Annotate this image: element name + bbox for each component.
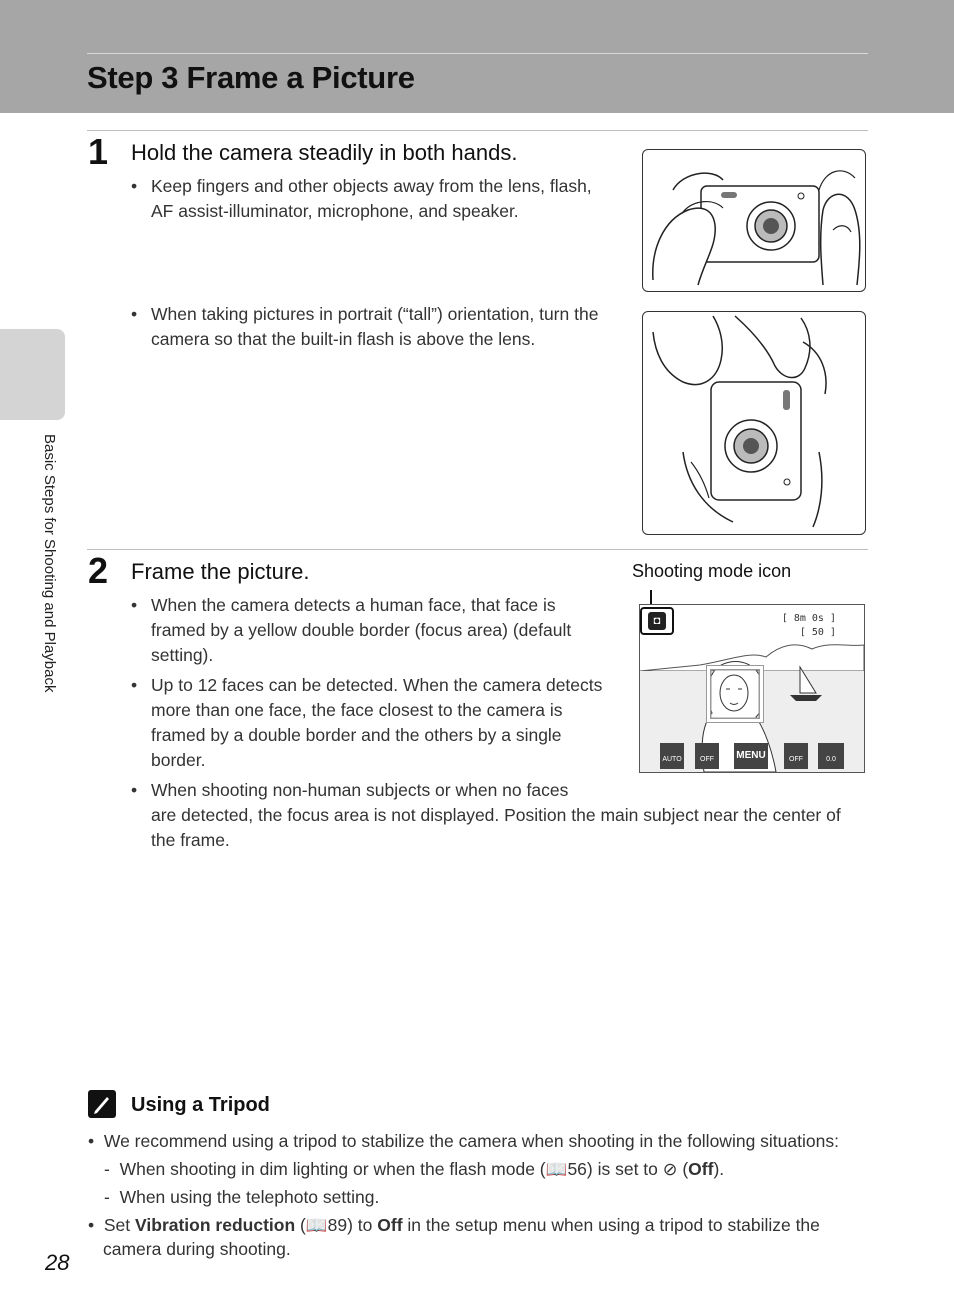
note-bullet-2-ref: 89) to (327, 1215, 373, 1235)
exposure-compensation-button: 0.0 (818, 743, 844, 769)
step2-number: 2 (88, 550, 109, 591)
step2-bullet-1-text: When the camera detects a human face, that face is framed by a yellow double border (focus area) (default setting). (151, 595, 572, 665)
book-reference-icon: 📖 (305, 1215, 328, 1235)
flash-mode-button: AUTO (660, 743, 684, 769)
page-number: 28 (45, 1250, 70, 1275)
flash-off-icon: ⊘ (662, 1159, 678, 1179)
note-bullet-1 (88, 1129, 878, 1154)
bullet-dot: • (88, 1131, 95, 1151)
monitor-screen-example (639, 604, 865, 773)
note-bullet-2: • Set Vibration reduction (📖89) to Off in the setup menu when using a tripod to stabilize the (88, 1215, 820, 1235)
camera-portrait-drawing (643, 312, 865, 534)
camera-mode-icon: ◘ (648, 612, 666, 630)
step2-bullet-3 (131, 778, 867, 853)
bullet-dot: • (88, 1215, 95, 1235)
pencil-icon (88, 1090, 116, 1118)
note-sub-1-off: Off (688, 1159, 714, 1179)
step2-bullet-3-rest: are detected, the focus area is not displayed. Position the main subject near the center of the frame. (151, 805, 841, 850)
portrait-grip-illustration (642, 311, 866, 535)
note-bullet-1-text: We recommend using a tripod to stabilize the camera when shooting in the following situations: (103, 1131, 839, 1151)
self-timer-button: OFF (695, 743, 719, 769)
note-sub-1-text: When shooting in dim lighting or when the flash mode ( (119, 1159, 546, 1179)
step2-bullet-3-line-1: When shooting non-human subjects or when no faces (151, 780, 569, 800)
note-sub-item-1: - When shooting in dim lighting or when the flash mode (📖56) is set to ⊘ (Off). (104, 1159, 725, 1179)
step2-bullet-2-text: Up to 12 faces can be detected. When the camera detects more than one face, the face closest to the camera is framed by a double border and the others by a single border. (151, 675, 603, 770)
side-tab (0, 329, 65, 420)
vibration-reduction-term: Vibration reduction (135, 1215, 296, 1235)
macro-mode-button: OFF (784, 743, 808, 769)
bullet-dot: • (131, 675, 138, 695)
note-sub-1-post: ). (713, 1159, 725, 1179)
bullet-dot: • (131, 176, 138, 196)
step1-rule (87, 130, 868, 131)
menu-button: MENU (734, 743, 768, 769)
note-bullet-2-off: Off (377, 1215, 403, 1235)
note-heading: Using a Tripod (131, 1094, 270, 1116)
step1-bullet-2-text: When taking pictures in portrait (“tall”) orientation, turn the camera so that the built-in flash is above the lens. (151, 304, 599, 349)
page-title: Step 3 Frame a Picture (87, 60, 415, 95)
book-reference-icon: 📖 (545, 1159, 568, 1179)
note-pencil-icon (88, 1090, 116, 1118)
note-bullet-2-line-2: camera during shooting. (103, 1239, 291, 1259)
step1-bullet-2 (131, 302, 611, 352)
exposure-count-readout: [ 50 ] (799, 627, 836, 638)
face-focus-area (706, 665, 764, 723)
bullet-dot: • (131, 780, 138, 800)
step1-bullet-1 (131, 174, 611, 224)
step1-heading: Hold the camera steadily in both hands. (131, 140, 518, 165)
remaining-time-readout: [ 8m 0s ] (781, 613, 836, 624)
step2-rule (87, 549, 868, 550)
step2-bullet-2 (131, 673, 611, 773)
note-bullet-2-post: in the setup menu when using a tripod to stabilize the (407, 1215, 820, 1235)
shooting-mode-icon-callout: Shooting mode icon (632, 561, 792, 581)
header-band (0, 0, 954, 113)
shooting-mode-icon-box (640, 607, 674, 635)
bullet-dot: • (131, 595, 138, 615)
step1-number: 1 (88, 131, 109, 172)
step2-heading: Frame the picture. (131, 559, 310, 584)
step1-bullet-1-text: Keep fingers and other objects away from the lens, flash, AF assist-illuminator, microphone, and speaker. (151, 176, 592, 221)
note-bullet-2-set: Set (103, 1215, 131, 1235)
note-sub-1-ref: 56) is set to (567, 1159, 658, 1179)
bullet-dot: • (131, 304, 138, 324)
side-section-label: Basic Steps for Shooting and Playback (41, 434, 58, 693)
camera-landscape-drawing (643, 150, 865, 291)
step2-bullet-1 (131, 593, 611, 668)
landscape-grip-illustration (642, 149, 866, 292)
step2-bullet-3-text (131, 778, 867, 853)
note-sub-item-2: - When using the telephoto setting. (104, 1187, 380, 1207)
header-rule (87, 53, 868, 54)
note-sub-2-text: When using the telephoto setting. (119, 1187, 380, 1207)
